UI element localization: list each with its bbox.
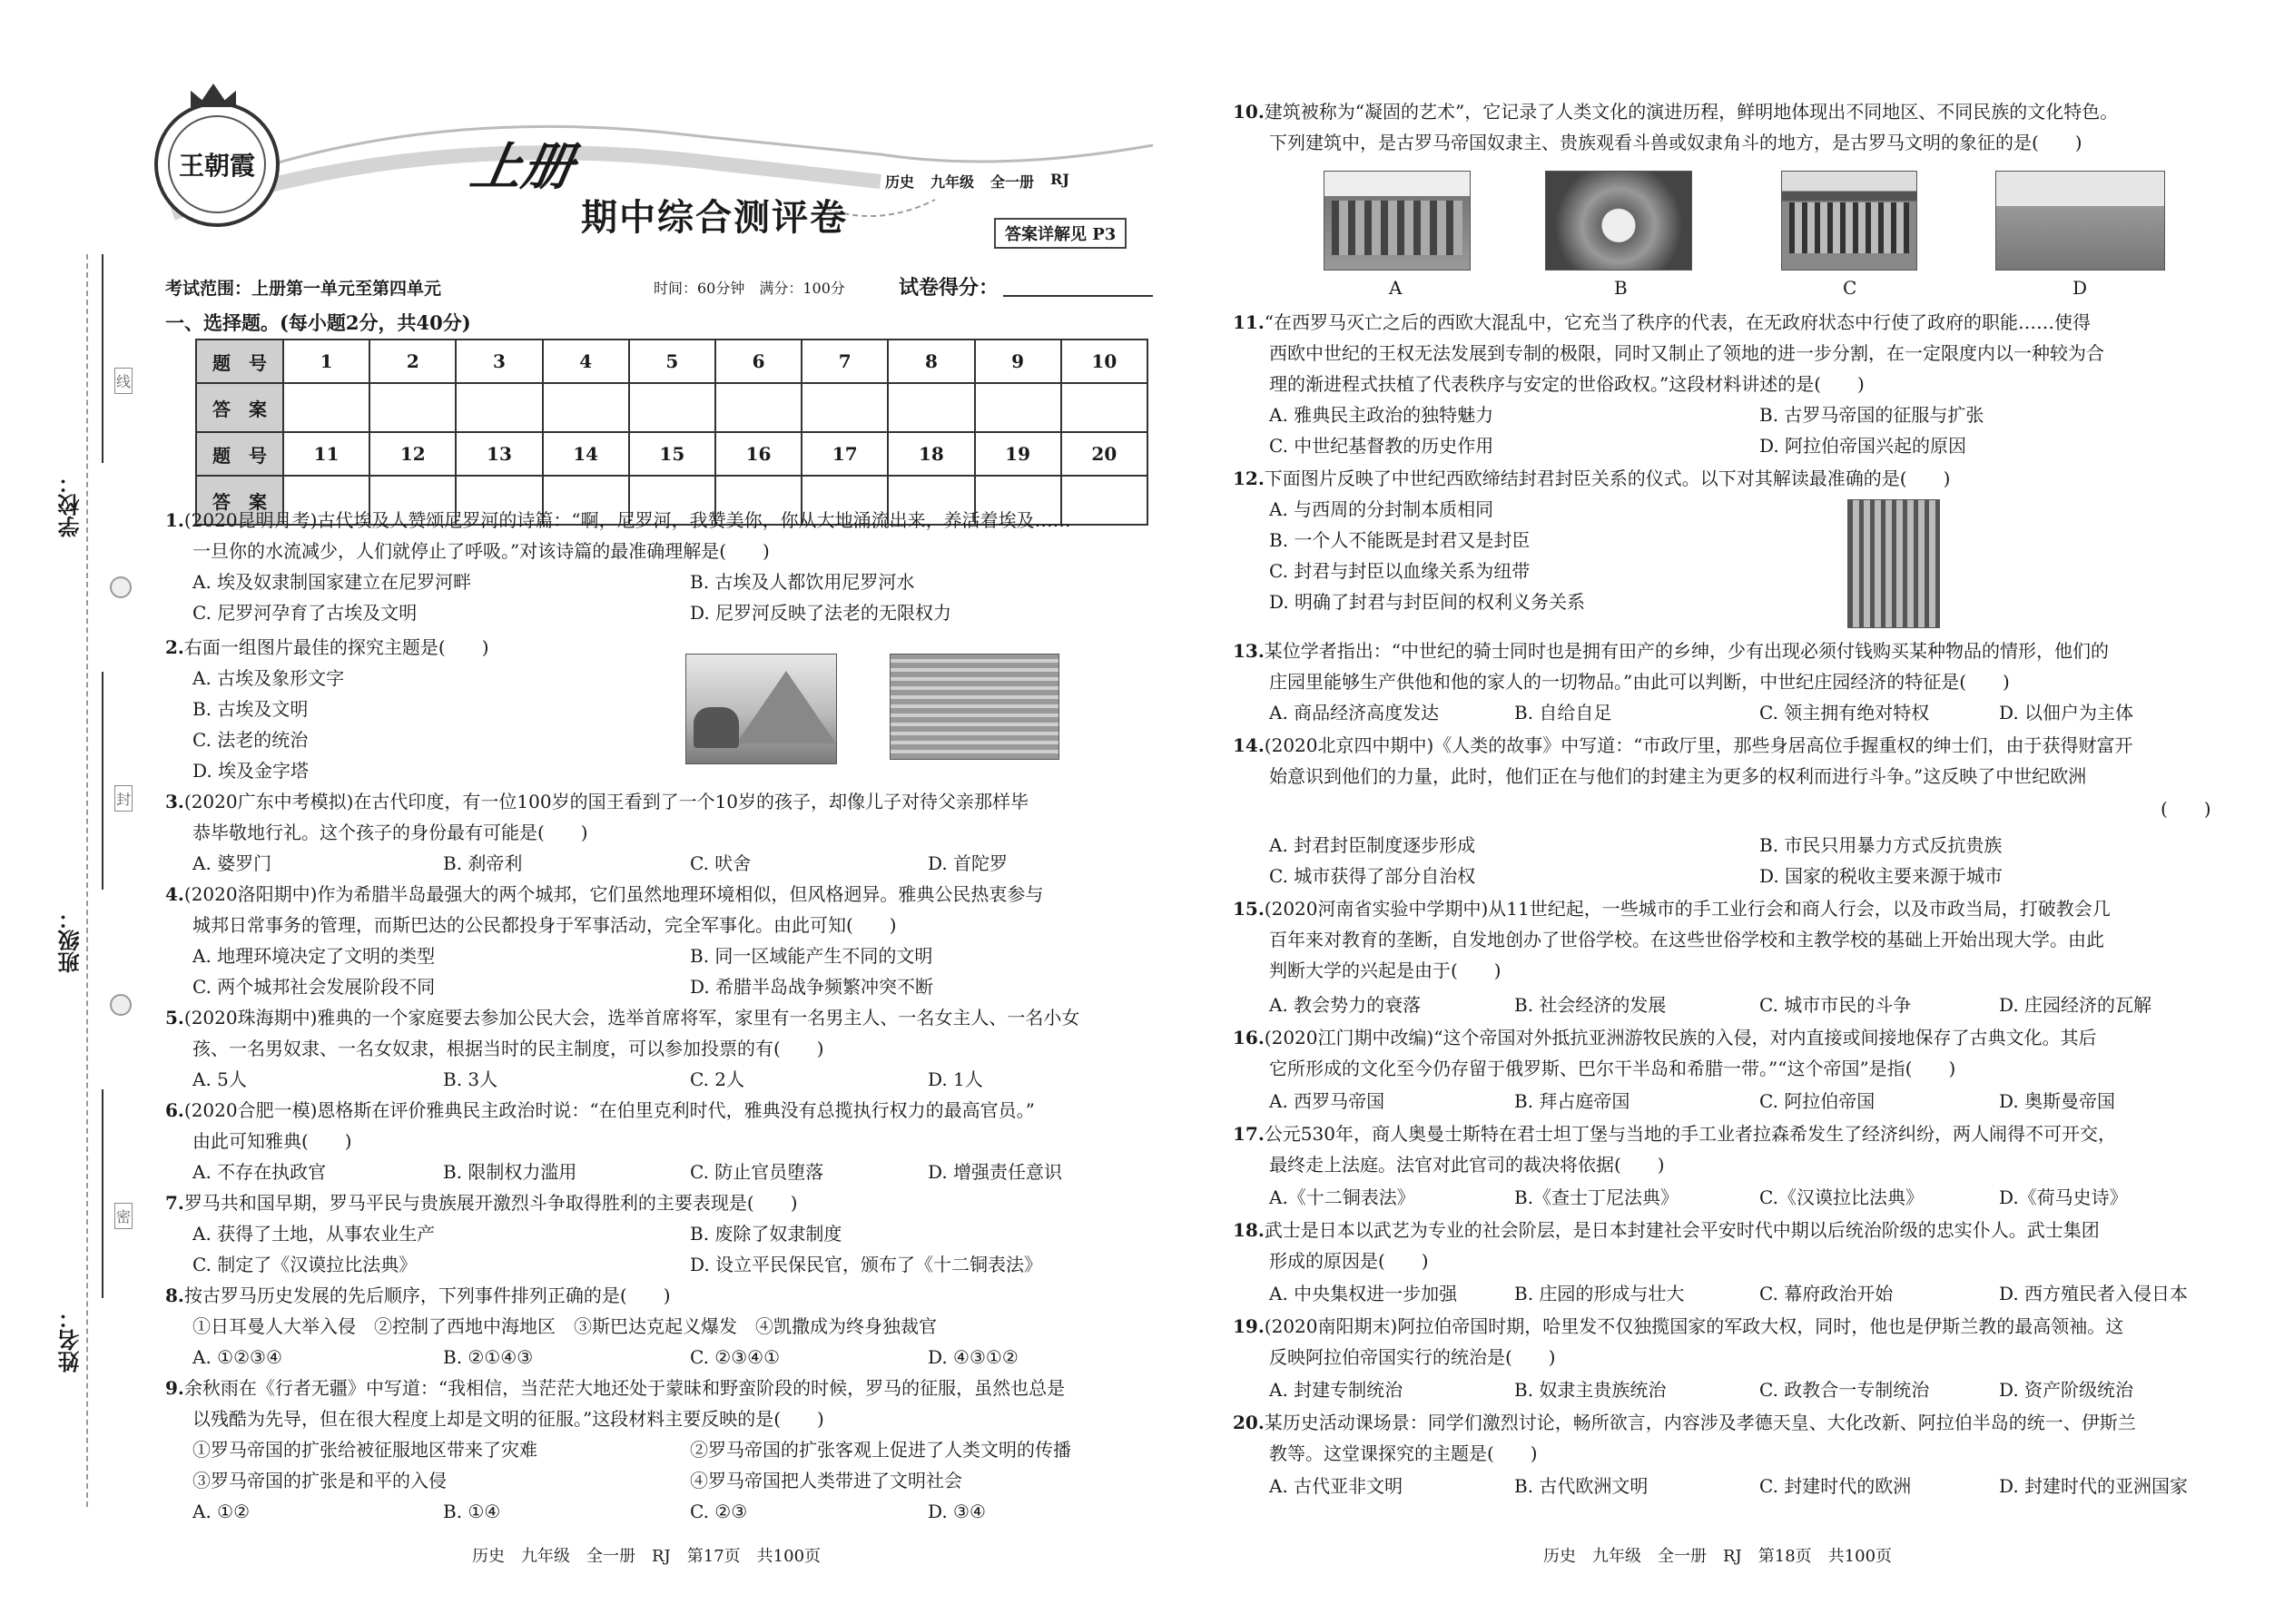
- q7-option-d[interactable]: D. 设立平民保民官，颁布了《十二铜表法》: [690, 1254, 1043, 1275]
- q6-option-d[interactable]: D. 增强责任意识: [928, 1161, 1063, 1183]
- q17-option-a[interactable]: A.《十二铜表法》: [1269, 1186, 1415, 1208]
- question-3-line2: 恭毕敬地行礼。这个孩子的身份最有可能是( ): [192, 822, 588, 843]
- q1-option-d[interactable]: D. 尼罗河反映了法老的无限权力: [690, 602, 952, 624]
- q15-option-d[interactable]: D. 庄园经济的瓦解: [1999, 994, 2152, 1016]
- q1-option-b[interactable]: B. 古埃及人都饮用尼罗河水: [690, 571, 915, 593]
- question-12: 12.下面图片反映了中世纪西欧缔结封君封臣关系的仪式。以下对其解读最准确的是( ): [1233, 468, 1951, 489]
- question-6: 6.(2020合肥一模)恩格斯在评价雅典民主政治时说：“在伯里克利时代，雅典没有总揽执行权力的最高官员。”: [165, 1099, 1035, 1121]
- answer-cell[interactable]: [456, 383, 542, 432]
- grid-ans-head: 答 案: [196, 476, 283, 525]
- q12-option-b[interactable]: B. 一个人不能既是封君又是封臣: [1269, 529, 1531, 551]
- exam-scope: 考试范围：上册第一单元至第四单元: [165, 279, 442, 299]
- question-13: 13.某位学者指出：“中世纪的骑士同时也是拥有田产的乡绅，少有出现必须付钱购买某种物品的情形，他们的: [1233, 640, 2110, 662]
- grid-number: 18: [888, 432, 974, 476]
- question-16-line2: 它所形成的文化至今仍存留于俄罗斯、巴尔干半岛和希腊一带。”“这个帝国”是指( ): [1269, 1058, 1956, 1079]
- page-title: 期中综合测评卷: [581, 196, 848, 239]
- question-14: 14.(2020北京四中期中)《人类的故事》中写道：“市政厅里，那些身居高位手握重权的绅士们，由于获得财富开: [1233, 734, 2133, 756]
- grid-number: 7: [802, 340, 888, 383]
- q8-option-b[interactable]: B. ②①④③: [443, 1346, 534, 1368]
- parthenon-image[interactable]: [1781, 171, 1917, 271]
- class-underline[interactable]: [102, 672, 103, 890]
- q20-option-c[interactable]: C. 封建时代的欧洲: [1759, 1475, 1912, 1497]
- grid-number: 1: [283, 340, 369, 383]
- acropolis-image[interactable]: [1995, 171, 2165, 271]
- q16-option-d[interactable]: D. 奥斯曼帝国: [1999, 1090, 2116, 1112]
- q5-option-c[interactable]: C. 2人: [690, 1068, 745, 1090]
- q2-option-d[interactable]: D. 埃及金字塔: [192, 760, 310, 782]
- answer-grid: [195, 339, 1148, 526]
- q8-option-c[interactable]: C. ②③④①: [690, 1346, 781, 1368]
- question-14-line2: 始意识到他们的力量，此时，他们正在与他们的封建主为更多的权利而进行斗争。”这反映了中世纪欧洲: [1269, 765, 2087, 787]
- q18-option-c[interactable]: C. 幕府政治开始: [1759, 1283, 1894, 1304]
- answer-cell[interactable]: [369, 383, 456, 432]
- q14-option-b[interactable]: B. 市民只用暴力方式反抗贵族: [1759, 834, 2003, 856]
- q9-option-b[interactable]: B. ①④: [443, 1501, 501, 1522]
- grid-number-row: [196, 432, 1147, 476]
- class-label: 班级：: [57, 908, 84, 973]
- grid-number: 12: [369, 432, 456, 476]
- q6-option-a[interactable]: A. 不存在执政官: [192, 1161, 327, 1183]
- binding-ring: [110, 994, 132, 1016]
- q11-option-c[interactable]: C. 中世纪基督教的历史作用: [1269, 435, 1494, 457]
- q18-option-a[interactable]: A. 中央集权进一步加强: [1269, 1283, 1458, 1304]
- score-field[interactable]: [1003, 295, 1153, 297]
- q18-option-b[interactable]: B. 庄园的形成与壮大: [1514, 1283, 1685, 1304]
- section-heading: 一、选择题。(每小题2分，共40分): [165, 311, 471, 334]
- brand-logo: [154, 102, 280, 227]
- grid-answer-row: [196, 383, 1147, 432]
- q16-option-a[interactable]: A. 西罗马帝国: [1269, 1090, 1385, 1112]
- answer-cell[interactable]: [888, 383, 974, 432]
- grid-number: 8: [888, 340, 974, 383]
- q9-statement-1: ①罗马帝国的扩张给被征服地区带来了灾难: [192, 1439, 537, 1461]
- q6-option-c[interactable]: C. 防止官员堕落: [690, 1161, 824, 1183]
- q15-option-c[interactable]: C. 城市市民的斗争: [1759, 994, 1912, 1016]
- seal-mark-seal: 封: [114, 785, 133, 812]
- q2-option-c[interactable]: C. 法老的统治: [192, 729, 309, 751]
- grid-number: 17: [802, 432, 888, 476]
- q10-option-b[interactable]: B: [1614, 277, 1628, 299]
- grid-number: 15: [629, 432, 715, 476]
- q12-option-c[interactable]: C. 封君与封臣以血缘关系为纽带: [1269, 560, 1531, 582]
- q20-option-b[interactable]: B. 古代欧洲文明: [1514, 1475, 1649, 1497]
- question-3: 3.(2020广东中考模拟)在古代印度，有一位100岁的国王看到了一个10岁的孩子，却像儿子对待父亲那样毕: [165, 791, 1029, 812]
- q16-option-b[interactable]: B. 拜占庭帝国: [1514, 1090, 1630, 1112]
- q13-option-d[interactable]: D. 以佃户为主体: [1999, 702, 2134, 723]
- q20-option-a[interactable]: A. 古代亚非文明: [1269, 1475, 1403, 1497]
- question-19-line2: 反映阿拉伯帝国实行的统治是( ): [1269, 1346, 1556, 1368]
- q8-option-d[interactable]: D. ④③①②: [928, 1346, 1019, 1368]
- q19-option-b[interactable]: B. 奴隶主贵族统治: [1514, 1379, 1667, 1401]
- answer-reference: 答案详解见 P3: [994, 218, 1127, 249]
- answer-cell[interactable]: [283, 383, 369, 432]
- q9-statement-4: ④罗马帝国把人类带进了文明社会: [690, 1470, 962, 1491]
- grid-number: 14: [543, 432, 629, 476]
- q11-option-d[interactable]: D. 阿拉伯帝国兴起的原因: [1759, 435, 1967, 457]
- question-17: 17.公元530年，商人奥曼士斯特在君士坦丁堡与当地的手工业者拉森希发生了经济纠纷，两人闹得不可开交，: [1233, 1123, 2116, 1145]
- question-5: 5.(2020珠海期中)雅典的一个家庭要去参加公民大会，选举首席将军，家里有一名男主人、一名女主人、一名小女: [165, 1007, 1080, 1029]
- q15-option-b[interactable]: B. 社会经济的发展: [1514, 994, 1667, 1016]
- question-18-line2: 形成的原因是( ): [1269, 1250, 1429, 1272]
- q5-option-d[interactable]: D. 1人: [928, 1068, 983, 1090]
- question-17-line2: 最终走上法庭。法官对此官司的裁决将依据( ): [1269, 1154, 1665, 1176]
- q11-option-b[interactable]: B. 古罗马帝国的征服与扩张: [1759, 404, 1984, 426]
- grid-number: 10: [1061, 340, 1147, 383]
- q1-option-c[interactable]: C. 尼罗河孕育了古埃及文明: [192, 602, 418, 624]
- question-8: 8.按古罗马历史发展的先后顺序，下列事件排列正确的是( ): [165, 1284, 671, 1306]
- grid-number: 19: [975, 432, 1061, 476]
- footer-right: 历史 九年级 全一册 RJ 第18页 共100页: [1543, 1547, 1893, 1566]
- grid-ans-head: 答 案: [196, 383, 283, 432]
- q7-option-a[interactable]: A. 获得了土地，从事农业生产: [192, 1223, 436, 1245]
- grid-number-row: [196, 340, 1147, 383]
- q3-option-c[interactable]: C. 吠舍: [690, 852, 752, 874]
- q10-option-a[interactable]: A: [1389, 277, 1403, 299]
- q3-option-b[interactable]: B. 刹帝利: [443, 852, 523, 874]
- q10-option-d[interactable]: D: [2072, 277, 2088, 299]
- question-14-answer-bracket[interactable]: ( ): [2161, 798, 2211, 820]
- q17-option-c[interactable]: C.《汉谟拉比法典》: [1759, 1186, 1924, 1208]
- name-underline[interactable]: [102, 1089, 103, 1298]
- question-19: 19.(2020南阳期末)阿拉伯帝国时期，哈里发不仅独揽国家的军政大权，同时，他也是伊斯兰教的最高领袖。这: [1233, 1315, 2124, 1337]
- volume-label: 上册: [466, 138, 578, 197]
- grid-number: 11: [283, 432, 369, 476]
- grid-number: 9: [975, 340, 1061, 383]
- question-1: 1.(2020昆明月考)古代埃及人赞颂尼罗河的诗篇：“啊，尼罗河，我赞美你，你从大地涌流出来，养活着埃及……: [165, 509, 1071, 531]
- question-9: 9.余秋雨在《行者无疆》中写道：“我相信，当茫茫大地还处于蒙昧和野蛮阶段的时候，罗马的征服，虽然也总是: [165, 1377, 1066, 1399]
- time-score: 时间：60分钟 满分：100分: [654, 280, 845, 297]
- q5-option-b[interactable]: B. 3人: [443, 1068, 498, 1090]
- pyramid-sphinx-image: [685, 654, 837, 764]
- q11-option-a[interactable]: A. 雅典民主政治的独特魅力: [1269, 404, 1494, 426]
- q14-option-a[interactable]: A. 封君封臣制度逐步形成: [1269, 834, 1476, 856]
- question-2: 2.右面一组图片最佳的探究主题是( ): [165, 636, 489, 658]
- question-1-line2: 一旦你的水流减少，人们就停止了呼吸。”对该诗篇的最准确理解是( ): [192, 540, 770, 562]
- q13-option-b[interactable]: B. 自给自足: [1514, 702, 1612, 723]
- q10-option-c[interactable]: C: [1843, 277, 1857, 299]
- q9-option-c[interactable]: C. ②③: [690, 1501, 748, 1522]
- pantheon-image[interactable]: [1545, 171, 1692, 271]
- q16-option-c[interactable]: C. 阿拉伯帝国: [1759, 1090, 1876, 1112]
- question-15-line2: 百年来对教育的垄断，自发地创办了世俗学校。在这些世俗学校和主教学校的基础上开始出现大学。由此: [1269, 929, 2104, 950]
- grid-row-head: 题 号: [196, 340, 283, 383]
- grid-number: 4: [543, 340, 629, 383]
- q4-option-c[interactable]: C. 两个城邦社会发展阶段不同: [192, 976, 436, 998]
- question-4: 4.(2020洛阳期中)作为希腊半岛最强大的两个城邦，它们虽然地理环境相似，但风格迥异。雅典公民热衷参与: [165, 883, 1044, 905]
- question-18: 18.武士是日本以武艺为专业的社会阶层，是日本封建社会平安时代中期以后统治阶级的忠实仆人。武士集团: [1233, 1219, 2100, 1241]
- q6-option-b[interactable]: B. 限制权力滥用: [443, 1161, 577, 1183]
- question-11-line3: 理的渐进程式扶植了代表秩序与安定的世俗政权。”这段材料讲述的是( ): [1269, 373, 1865, 395]
- q13-option-c[interactable]: C. 领主拥有绝对特权: [1759, 702, 1930, 723]
- question-7: 7.罗马共和国早期，罗马平民与贵族展开激烈斗争取得胜利的主要表现是( ): [165, 1192, 798, 1214]
- q19-option-a[interactable]: A. 封建专制统治: [1269, 1379, 1403, 1401]
- seal-mark-secret: 密: [114, 1203, 133, 1229]
- question-13-line2: 庄园里能够生产供他和他的家人的一切物品。”由此可以判断，中世纪庄园经济的特征是( ): [1269, 671, 2010, 693]
- q3-option-d[interactable]: D. 首陀罗: [928, 852, 1009, 874]
- q14-option-d[interactable]: D. 国家的税收主要来源于城市: [1759, 865, 2004, 887]
- question-10: 10.建筑被称为“凝固的艺术”，它记录了人类文化的演进历程，鲜明地体现出不同地区、不同民族的文化特色。: [1233, 101, 2119, 123]
- question-10-line2: 下列建筑中，是古罗马帝国奴隶主、贵族观看斗兽或奴隶角斗的地方，是古罗马文明的象征的是( ): [1269, 132, 2082, 153]
- colosseum-image[interactable]: [1324, 171, 1471, 271]
- tag-volume: 全一册: [990, 173, 1035, 191]
- question-15-line3: 判断大学的兴起是由于( ): [1269, 960, 1501, 981]
- q7-option-b[interactable]: B. 废除了奴隶制度: [690, 1223, 842, 1245]
- grid-number: 6: [715, 340, 802, 383]
- question-4-line2: 城邦日常事务的管理，而斯巴达的公民都投身于军事活动，完全军事化。由此可知( ): [192, 914, 897, 936]
- seal-mark-line: 线: [114, 368, 133, 394]
- grid-number: 13: [456, 432, 542, 476]
- footer-left: 历史 九年级 全一册 RJ 第17页 共100页: [472, 1547, 822, 1566]
- q1-option-a[interactable]: A. 埃及奴隶制国家建立在尼罗河畔: [192, 571, 472, 593]
- question-5-line2: 孩、一名男奴隶、一名女奴隶，根据当时的民主制度，可以参加投票的有( ): [192, 1038, 824, 1059]
- question-16: 16.(2020江门期中改编)“这个帝国对外抵抗亚洲游牧民族的入侵，对内直接或间接地保存了古典文化。其后: [1233, 1027, 2097, 1048]
- q18-option-d[interactable]: D. 西方殖民者入侵日本: [1999, 1283, 2189, 1304]
- tag-grade: 九年级: [930, 173, 975, 191]
- q15-option-a[interactable]: A. 教会势力的衰落: [1269, 994, 1422, 1016]
- q9-statement-3: ③罗马帝国的扩张是和平的入侵: [192, 1470, 447, 1491]
- hieroglyph-image: [890, 654, 1059, 760]
- q14-option-c[interactable]: C. 城市获得了部分自治权: [1269, 865, 1476, 887]
- answer-cell[interactable]: [1061, 383, 1147, 432]
- q12-option-d[interactable]: D. 明确了封君与封臣间的权利义务关系: [1269, 591, 1586, 613]
- answer-cell[interactable]: [975, 383, 1061, 432]
- subject-tags: [885, 171, 1069, 192]
- q20-option-d[interactable]: D. 封建时代的亚洲国家: [1999, 1475, 2189, 1497]
- q8-option-a[interactable]: A. ①②③④: [192, 1346, 282, 1368]
- grid-number: 20: [1061, 432, 1147, 476]
- q2-option-a[interactable]: A. 古埃及象形文字: [192, 667, 345, 689]
- q9-statement-2: ②罗马帝国的扩张客观上促进了人类文明的传播: [690, 1439, 1071, 1461]
- question-11-line2: 西欧中世纪的王权无法发展到专制的极限，同时又制止了领地的进一步分割，在一定限度内以一种较为合: [1269, 342, 2104, 364]
- question-6-line2: 由此可知雅典( ): [192, 1130, 352, 1152]
- q9-option-a[interactable]: A. ①②: [192, 1501, 251, 1522]
- q17-option-d[interactable]: D.《荷马史诗》: [1999, 1186, 2128, 1208]
- q3-option-a[interactable]: A. 婆罗门: [192, 852, 272, 874]
- question-20: 20.某历史活动课场景：同学们激烈讨论，畅所欲言，内容涉及孝德天皇、大化改新、阿拉伯半岛的统一、伊斯兰: [1233, 1412, 2136, 1433]
- q13-option-a[interactable]: A. 商品经济高度发达: [1269, 702, 1440, 723]
- question-20-line2: 教等。这堂课探究的主题是( ): [1269, 1442, 1538, 1464]
- answer-cell[interactable]: [1061, 476, 1147, 525]
- grid-number: 5: [629, 340, 715, 383]
- q5-option-a[interactable]: A. 5人: [192, 1068, 247, 1090]
- answer-cell[interactable]: [715, 383, 802, 432]
- q4-option-a[interactable]: A. 地理环境决定了文明的类型: [192, 945, 436, 967]
- answer-cell[interactable]: [802, 383, 888, 432]
- homage-ceremony-image: [1847, 499, 1940, 628]
- school-label: 学校：: [57, 472, 84, 537]
- name-label: 姓名：: [57, 1307, 84, 1373]
- q19-option-d[interactable]: D. 资产阶级统治: [1999, 1379, 2134, 1401]
- q2-option-b[interactable]: B. 古埃及文明: [192, 698, 309, 720]
- grid-number: 3: [456, 340, 542, 383]
- q17-option-b[interactable]: B.《查士丁尼法典》: [1514, 1186, 1679, 1208]
- question-9-line2: 以残酷为先导，但在很大程度上却是文明的征服。”这段材料主要反映的是( ): [192, 1408, 824, 1430]
- grid-row-head: 题 号: [196, 432, 283, 476]
- grid-number: 2: [369, 340, 456, 383]
- question-15: 15.(2020河南省实验中学期中)从11世纪起，一些城市的手工业行会和商人行会，以及市政当局，打破教会几: [1233, 898, 2111, 920]
- brand-name: 王朝霞: [178, 151, 255, 181]
- answer-cell[interactable]: [629, 383, 715, 432]
- q19-option-c[interactable]: C. 政教合一专制统治: [1759, 1379, 1930, 1401]
- tag-edition: RJ: [1050, 171, 1069, 188]
- question-11: 11.“在西罗马灭亡之后的西欧大混乱中，它充当了秩序的代表，在无政府状态中行使了政府的职能……使得: [1233, 311, 2092, 333]
- q12-option-a[interactable]: A. 与西周的分封制本质相同: [1269, 498, 1494, 520]
- q7-option-c[interactable]: C. 制定了《汉谟拉比法典》: [192, 1254, 418, 1275]
- score-label: 试卷得分：: [899, 276, 999, 300]
- q4-option-d[interactable]: D. 希腊半岛战争频繁冲突不断: [690, 976, 934, 998]
- answer-cell[interactable]: [543, 383, 629, 432]
- school-underline[interactable]: [102, 254, 103, 463]
- binding-ring: [110, 576, 132, 598]
- q9-option-d[interactable]: D. ③④: [928, 1501, 986, 1522]
- tag-subject: 历史: [885, 173, 915, 191]
- question-8-line2: ①日耳曼人大举入侵 ②控制了西地中海地区 ③斯巴达克起义爆发 ④凯撒成为终身独裁官: [192, 1315, 937, 1337]
- binding-dashed-line: [86, 254, 88, 1507]
- grid-number: 16: [715, 432, 802, 476]
- q4-option-b[interactable]: B. 同一区域能产生不同的文明: [690, 945, 933, 967]
